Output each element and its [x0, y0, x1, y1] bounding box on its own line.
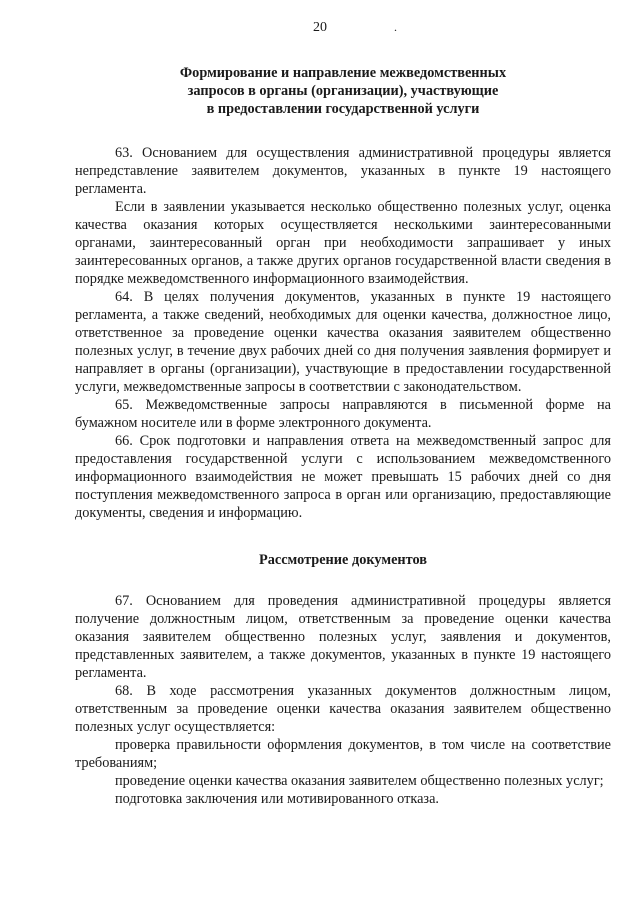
section-title-line: в предоставлении государственной услуги	[206, 101, 480, 117]
page-mark: .	[394, 20, 397, 34]
paragraph-66: 66. Срок подготовки и направления ответа на межведомственный запрос для предоставления государственной услуги с использованием межведомственного информационного взаимодействия не может превышать 15 рабочих дней со дня поступления межведомственного запроса в орган или организацию, предоставляющие документы, сведения и информацию.	[75, 433, 611, 521]
document-body	[75, 64, 611, 808]
paragraph-68: 68. В ходе рассмотрения указанных документов должностным лицом, ответственным за проведение оценки качества оказания заявителем общественно полезных услуг осуществляется:	[75, 683, 611, 735]
paragraph-65: 65. Межведомственные запросы направляются в письменной форме на бумажном носителе или в форме электронного документа.	[75, 397, 611, 431]
section-title-line: Формирование и направление межведомственных	[179, 65, 507, 81]
list-item-check: проверка правильности оформления документов, в том числе на соответствие требованиям;	[75, 737, 611, 771]
paragraph-63-continued: Если в заявлении указывается несколько общественно полезных услуг, оценка качества оказания которых осуществляется несколькими заинтересованными органами, заинтересованный орган при необходимости запрашивает у иных заинтересованных органов, а также других органов государственной власти сведения в порядке межведомственного информационного взаимодействия.	[75, 199, 611, 287]
section-body-requests	[75, 144, 611, 522]
page-number: 20	[313, 20, 327, 35]
section-title-requests	[75, 64, 611, 118]
list-item-conclusion: подготовка заключения или мотивированного отказа.	[115, 791, 439, 807]
paragraph-64: 64. В целях получения документов, указанных в пункте 19 настоящего регламента, а также сведений, необходимых для оценки качества, должностное лицо, ответственное за проведение оценки качества оказания заявителем общественно полезных услуг, в течение двух рабочих дней со дня получения заявления формирует и направляет в органы (организации), участвующие в предоставлении государственной услуги, межведомственные запросы в соответствии с законодательством.	[75, 289, 611, 395]
section-title-line: запросов в органы (организации), участвующие	[187, 83, 499, 99]
section-title-review: Рассмотрение документов	[258, 552, 428, 568]
section-body-review	[75, 592, 611, 808]
list-item-assessment: проведение оценки качества оказания заявителем общественно полезных услуг;	[115, 773, 604, 789]
paragraph-63: 63. Основанием для осуществления административной процедуры является непредставление заявителем документов, указанных в пункте 19 настоящего регламента.	[75, 145, 611, 197]
paragraph-67: 67. Основанием для проведения административной процедуры является получение должностным лицом, ответственным за проведение оценки качества оказания заявителем общественно полезных услуг, заявления и документов, представленных заявителем, а также документов, указанных в пункте 19 настоящего регламента.	[75, 593, 611, 681]
